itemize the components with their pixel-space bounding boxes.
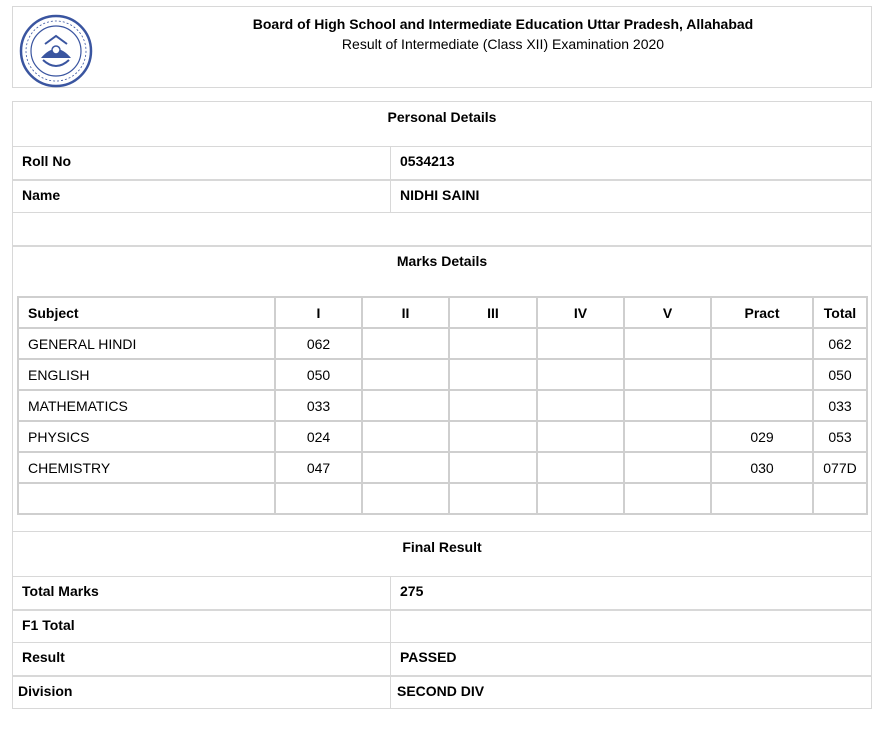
mark-cell bbox=[624, 421, 711, 452]
subject-cell bbox=[18, 483, 275, 514]
roll-no-value: 0534213 bbox=[400, 153, 455, 169]
pract-cell bbox=[711, 328, 813, 359]
name-row bbox=[12, 180, 872, 213]
mark-cell bbox=[624, 390, 711, 421]
division-row bbox=[12, 676, 872, 709]
table-row bbox=[18, 359, 867, 390]
mark-cell bbox=[362, 452, 449, 483]
mark-cell: 024 bbox=[275, 421, 362, 452]
total-cell: 050 bbox=[813, 359, 867, 390]
final-result-heading-row bbox=[12, 531, 872, 577]
table-row bbox=[18, 421, 867, 452]
mark-cell bbox=[275, 483, 362, 514]
table-row bbox=[18, 483, 867, 514]
mark-cell bbox=[537, 328, 624, 359]
mark-cell bbox=[624, 359, 711, 390]
marks-header-row bbox=[18, 297, 867, 328]
col-pract: Pract bbox=[711, 297, 813, 328]
col-subject: Subject bbox=[18, 297, 275, 328]
pract-cell: 029 bbox=[711, 421, 813, 452]
subject-cell: PHYSICS bbox=[18, 421, 275, 452]
pract-cell: 030 bbox=[711, 452, 813, 483]
mark-cell bbox=[449, 328, 537, 359]
total-marks-label: Total Marks bbox=[22, 583, 99, 599]
exam-title: Result of Intermediate (Class XII) Examination 2020 bbox=[341, 36, 665, 52]
col-i: I bbox=[275, 297, 362, 328]
table-row bbox=[18, 452, 867, 483]
result-row bbox=[12, 643, 872, 676]
mark-cell bbox=[537, 390, 624, 421]
f1-total-row bbox=[12, 610, 872, 643]
col-iii: III bbox=[449, 297, 537, 328]
col-total: Total bbox=[813, 297, 867, 328]
mark-cell bbox=[362, 328, 449, 359]
table-row bbox=[18, 328, 867, 359]
mark-cell bbox=[624, 452, 711, 483]
mark-cell: 033 bbox=[275, 390, 362, 421]
total-cell: 077D bbox=[813, 452, 867, 483]
result-value: PASSED bbox=[400, 649, 457, 665]
name-value: NIDHI SAINI bbox=[400, 187, 480, 203]
mark-cell bbox=[449, 359, 537, 390]
marks-table bbox=[17, 296, 868, 515]
mark-cell bbox=[362, 421, 449, 452]
mark-cell bbox=[624, 483, 711, 514]
up-board-seal-icon bbox=[19, 14, 93, 88]
mark-cell bbox=[449, 390, 537, 421]
pract-cell bbox=[711, 359, 813, 390]
subject-cell: GENERAL HINDI bbox=[18, 328, 275, 359]
col-v: V bbox=[624, 297, 711, 328]
result-label: Result bbox=[22, 649, 65, 665]
mark-cell bbox=[449, 483, 537, 514]
division-value: SECOND DIV bbox=[397, 683, 485, 699]
col-iv: IV bbox=[537, 297, 624, 328]
personal-details-heading-row bbox=[12, 101, 872, 147]
subject-cell: CHEMISTRY bbox=[18, 452, 275, 483]
mark-cell bbox=[624, 328, 711, 359]
subject-cell: ENGLISH bbox=[18, 359, 275, 390]
mark-cell bbox=[537, 483, 624, 514]
mark-cell bbox=[537, 421, 624, 452]
mark-cell bbox=[362, 390, 449, 421]
total-marks-row bbox=[12, 577, 872, 610]
mark-cell: 050 bbox=[275, 359, 362, 390]
mark-cell bbox=[537, 452, 624, 483]
mark-cell bbox=[449, 421, 537, 452]
pract-cell bbox=[711, 483, 813, 514]
division-label: Division bbox=[18, 683, 73, 699]
total-cell bbox=[813, 483, 867, 514]
mark-cell bbox=[449, 452, 537, 483]
mark-cell: 047 bbox=[275, 452, 362, 483]
mark-cell bbox=[362, 483, 449, 514]
table-row bbox=[18, 390, 867, 421]
total-marks-value: 275 bbox=[400, 583, 424, 599]
personal-details-title: Personal Details bbox=[387, 109, 497, 125]
total-cell: 033 bbox=[813, 390, 867, 421]
subject-cell: MATHEMATICS bbox=[18, 390, 275, 421]
name-label: Name bbox=[22, 187, 61, 203]
result-header bbox=[12, 6, 872, 88]
mark-cell bbox=[537, 359, 624, 390]
f1-total-label: F1 Total bbox=[22, 617, 75, 633]
final-result-title: Final Result bbox=[402, 539, 482, 555]
mark-cell: 062 bbox=[275, 328, 362, 359]
mark-cell bbox=[362, 359, 449, 390]
roll-no-row bbox=[12, 147, 872, 180]
blank-spacer-row bbox=[12, 213, 872, 246]
col-ii: II bbox=[362, 297, 449, 328]
marks-details-title: Marks Details bbox=[396, 253, 488, 269]
pract-cell bbox=[711, 390, 813, 421]
board-title: Board of High School and Intermediate Education Uttar Pradesh, Allahabad bbox=[252, 16, 754, 32]
roll-no-label: Roll No bbox=[22, 153, 71, 169]
total-cell: 062 bbox=[813, 328, 867, 359]
total-cell: 053 bbox=[813, 421, 867, 452]
